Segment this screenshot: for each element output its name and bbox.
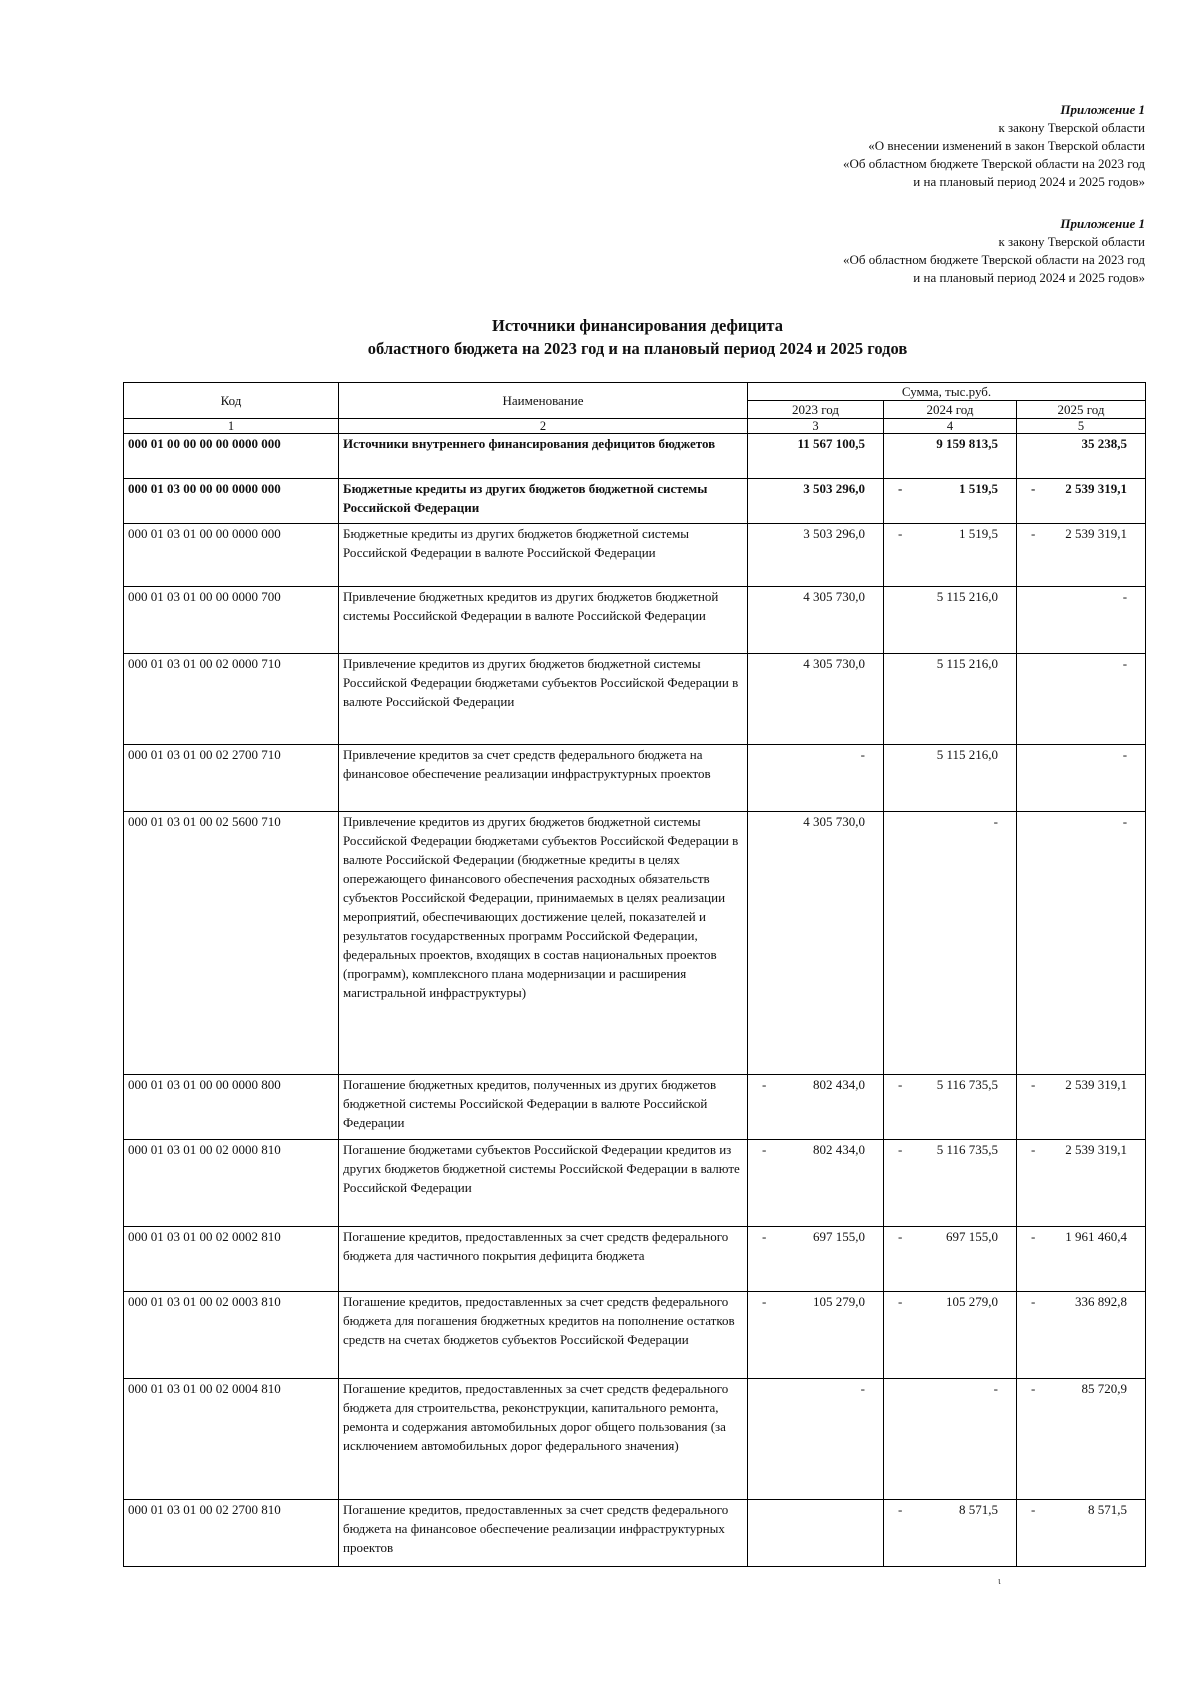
amount-y2025: [1017, 1379, 1146, 1500]
amount-value: -: [993, 1381, 998, 1396]
amount-y2024: [884, 1075, 1017, 1140]
amount-value: 35 238,5: [1081, 436, 1128, 451]
column-number: 2: [339, 419, 748, 434]
header-name: Наименование: [339, 383, 748, 419]
amount-y2025: [1017, 812, 1146, 1075]
row-name: Погашение бюджетных кредитов, полученных из других бюджетов бюджетной системы Российской Федерации в валюте Российской Федерации: [339, 1075, 748, 1140]
amount-sign: [888, 434, 910, 453]
row-code: 000 01 03 01 00 02 0000 710: [124, 654, 339, 745]
amount-value: 3 503 296,0: [803, 526, 865, 541]
appendix-original-header: [843, 215, 1145, 287]
header-year-2025: 2025 год: [1017, 401, 1146, 419]
amount-sign: -: [762, 1294, 767, 1309]
column-numbers-row: [124, 419, 1146, 434]
amount-value: 802 434,0: [813, 1142, 865, 1157]
amount-y2024: [884, 1140, 1017, 1227]
amount-value: 5 115 216,0: [936, 656, 998, 671]
amount-value: 105 279,0: [946, 1294, 998, 1309]
financing-sources-table: [123, 382, 1146, 1567]
amount-sign: -: [898, 1502, 903, 1517]
amount-sign: -: [898, 1142, 903, 1157]
table-row: [124, 587, 1146, 654]
amount-sign: -: [1031, 526, 1036, 541]
table-row: [124, 1292, 1146, 1379]
appendix-line: «Об областном бюджете Тверской области на 2023 год: [843, 156, 1145, 171]
amount-sign: [888, 812, 910, 831]
row-code: 000 01 03 01 00 02 0004 810: [124, 1379, 339, 1500]
amount-value: 2 539 319,1: [1065, 526, 1128, 541]
table-row: [124, 1379, 1146, 1500]
amount-value: 697 155,0: [946, 1229, 998, 1244]
amount-sign: [752, 812, 774, 831]
row-code: 000 01 03 01 00 00 0000 000: [124, 524, 339, 587]
amount-y2023: [748, 1379, 884, 1500]
row-name: Бюджетные кредиты из других бюджетов бюджетной системы Российской Федерации: [339, 479, 748, 524]
amount-sign: -: [898, 1229, 903, 1244]
amount-sign: -: [1031, 1077, 1036, 1092]
amount-value: -: [993, 814, 998, 829]
header-sum: Сумма, тыс.руб.: [748, 383, 1146, 401]
column-number: 1: [124, 419, 339, 434]
row-code: 000 01 03 00 00 00 0000 000: [124, 479, 339, 524]
amount-value: 5 115 216,0: [936, 747, 998, 762]
amount-y2025: [1017, 524, 1146, 587]
table-row: [124, 479, 1146, 524]
amount-value: -: [1122, 656, 1128, 671]
amount-y2023: [748, 1500, 884, 1567]
amount-y2024: [884, 587, 1017, 654]
row-name: Погашение кредитов, предоставленных за счет средств федерального бюджета для погашения бюджетных кредитов на пополнение остатков средств на счетах бюджетов субъектов Российской Федерации: [339, 1292, 748, 1379]
amount-y2024: [884, 1227, 1017, 1292]
amount-sign: [752, 745, 774, 764]
row-name: Погашение кредитов, предоставленных за счет средств федерального бюджета на финансовое обеспечение реализации инфраструктурных проектов: [339, 1500, 748, 1567]
row-name: Привлечение кредитов из других бюджетов бюджетной системы Российской Федерации бюджетами субъектов Российской Федерации в валюте Российской Федерации (бюджетные кредиты в целях опережающего финансового обеспечения расходных обязательств субъектов Российской Федерации, принимаемых в целях реализации мероприятий, обеспечивающих достижение целей, показателей и результатов государственных программ Российской Федерации, федеральных проектов, входящих в состав национальных проектов (программ), комплексного плана модернизации и расширения магистральной инфраструктуры): [339, 812, 748, 1075]
amount-value: 1 519,5: [959, 481, 998, 496]
amount-y2025: [1017, 745, 1146, 812]
amount-sign: [752, 654, 774, 673]
amount-y2024: [884, 654, 1017, 745]
amount-value: 2 539 319,1: [1065, 481, 1128, 496]
title-line-1: Источники финансирования дефицита: [492, 316, 783, 335]
amount-value: 105 279,0: [813, 1294, 865, 1309]
table-row: [124, 434, 1146, 479]
amount-sign: -: [1031, 1381, 1036, 1396]
title-line-2: областного бюджета на 2023 год и на плановый период 2024 и 2025 годов: [367, 339, 908, 358]
amount-y2025: [1017, 654, 1146, 745]
appendix-line: и на плановый период 2024 и 2025 годов»: [913, 270, 1145, 285]
amount-y2023: [748, 1140, 884, 1227]
amount-y2023: [748, 745, 884, 812]
scan-mark: ι: [998, 1576, 1001, 1587]
amount-value: -: [1122, 747, 1128, 762]
row-name: Погашение кредитов, предоставленных за счет средств федерального бюджета для частичного покрытия дефицита бюджета: [339, 1227, 748, 1292]
row-code: 000 01 00 00 00 00 0000 000: [124, 434, 339, 479]
amount-value: 4 305 730,0: [803, 814, 865, 829]
table-row: [124, 1500, 1146, 1567]
table-row: [124, 1227, 1146, 1292]
amount-y2023: [748, 654, 884, 745]
amount-value: 3 503 296,0: [803, 481, 865, 496]
row-code: 000 01 03 01 00 02 0002 810: [124, 1227, 339, 1292]
header-year-2024: 2024 год: [884, 401, 1017, 419]
amount-y2023: [748, 1292, 884, 1379]
amount-y2024: [884, 479, 1017, 524]
amount-sign: [1021, 812, 1043, 831]
amount-value: 4 305 730,0: [803, 589, 865, 604]
row-name: Привлечение бюджетных кредитов из других бюджетов бюджетной системы Российской Федерации в валюте Российской Федерации: [339, 587, 748, 654]
amount-y2025: [1017, 587, 1146, 654]
header-code: Код: [124, 383, 339, 419]
amount-y2025: [1017, 1500, 1146, 1567]
amount-sign: -: [898, 481, 903, 496]
amount-y2023: [748, 1227, 884, 1292]
amount-sign: -: [762, 1077, 767, 1092]
appendix-title: Приложение 1: [1060, 102, 1145, 117]
amount-sign: [752, 479, 774, 498]
column-number: 5: [1017, 419, 1146, 434]
table-row: [124, 812, 1146, 1075]
amount-y2025: [1017, 479, 1146, 524]
amount-value: 802 434,0: [813, 1077, 865, 1092]
amount-y2025: [1017, 434, 1146, 479]
amount-value: 1 519,5: [959, 526, 998, 541]
column-number: 3: [748, 419, 884, 434]
amount-y2024: [884, 1500, 1017, 1567]
amount-sign: -: [898, 1077, 903, 1092]
amount-sign: [752, 524, 774, 543]
row-name: Привлечение кредитов из других бюджетов бюджетной системы Российской Федерации бюджетами субъектов Российской Федерации в валюте Российской Федерации: [339, 654, 748, 745]
amount-y2023: [748, 587, 884, 654]
amount-value: 9 159 813,5: [936, 436, 998, 451]
amount-sign: -: [1031, 1502, 1036, 1517]
amount-value: 5 116 735,5: [936, 1142, 998, 1157]
amount-y2024: [884, 1292, 1017, 1379]
amount-y2023: [748, 479, 884, 524]
amount-value: 11 567 100,5: [797, 436, 865, 451]
amount-y2023: [748, 434, 884, 479]
amount-value: 5 116 735,5: [936, 1077, 998, 1092]
amount-value: 85 720,9: [1081, 1381, 1128, 1396]
amount-value: -: [860, 1381, 865, 1396]
amount-value: 2 539 319,1: [1065, 1142, 1128, 1157]
amount-value: 336 892,8: [1075, 1294, 1128, 1309]
amount-value: -: [1122, 589, 1128, 604]
amount-value: 8 571,5: [959, 1502, 998, 1517]
header-year-2023: 2023 год: [748, 401, 884, 419]
amount-sign: [752, 434, 774, 453]
table-row: [124, 1075, 1146, 1140]
appendix-amendment-header: [843, 101, 1145, 191]
amount-sign: -: [1031, 1142, 1036, 1157]
row-name: Источники внутреннего финансирования дефицитов бюджетов: [339, 434, 748, 479]
appendix-line: к закону Тверской области: [998, 120, 1145, 135]
table-row: [124, 1140, 1146, 1227]
amount-value: 8 571,5: [1088, 1502, 1128, 1517]
amount-value: 1 961 460,4: [1065, 1229, 1128, 1244]
amount-sign: [888, 587, 910, 606]
amount-y2023: [748, 524, 884, 587]
amount-sign: -: [898, 1294, 903, 1309]
row-name: Бюджетные кредиты из других бюджетов бюджетной системы Российской Федерации в валюте Российской Федерации: [339, 524, 748, 587]
amount-sign: -: [762, 1229, 767, 1244]
amount-y2025: [1017, 1140, 1146, 1227]
appendix-line: «Об областном бюджете Тверской области на 2023 год: [843, 252, 1145, 267]
row-code: 000 01 03 01 00 02 2700 810: [124, 1500, 339, 1567]
amount-y2024: [884, 434, 1017, 479]
appendix-line: и на плановый период 2024 и 2025 годов»: [913, 174, 1145, 189]
amount-sign: [1021, 654, 1043, 673]
row-code: 000 01 03 01 00 02 0003 810: [124, 1292, 339, 1379]
appendix-title: Приложение 1: [1060, 216, 1145, 231]
row-name: Погашение бюджетами субъектов Российской Федерации кредитов из других бюджетов бюджетной системы Российской Федерации в валюте Российской Федерации: [339, 1140, 748, 1227]
amount-value: -: [1122, 814, 1128, 829]
row-code: 000 01 03 01 00 00 0000 800: [124, 1075, 339, 1140]
amount-sign: -: [762, 1142, 767, 1157]
amount-sign: [888, 654, 910, 673]
table-row: [124, 745, 1146, 812]
amount-sign: -: [1031, 1229, 1036, 1244]
amount-sign: [888, 1379, 910, 1398]
row-code: 000 01 03 01 00 00 0000 700: [124, 587, 339, 654]
row-code: 000 01 03 01 00 02 0000 810: [124, 1140, 339, 1227]
header-row: [124, 383, 1146, 401]
row-name: Погашение кредитов, предоставленных за счет средств федерального бюджета для строительства, реконструкции, капитального ремонта, ремонта и содержания автомобильных дорог общего пользования (за исключением автомобильных дорог федерального значения): [339, 1379, 748, 1500]
amount-sign: -: [898, 526, 903, 541]
amount-value: 5 115 216,0: [936, 589, 998, 604]
table-row: [124, 524, 1146, 587]
amount-value: 697 155,0: [813, 1229, 865, 1244]
amount-y2025: [1017, 1075, 1146, 1140]
amount-sign: [1021, 434, 1043, 453]
amount-value: 4 305 730,0: [803, 656, 865, 671]
document-title: [0, 314, 1200, 360]
amount-value: 2 539 319,1: [1065, 1077, 1128, 1092]
row-code: 000 01 03 01 00 02 5600 710: [124, 812, 339, 1075]
amount-sign: [888, 745, 910, 764]
amount-sign: -: [1031, 1294, 1036, 1309]
row-code: 000 01 03 01 00 02 2700 710: [124, 745, 339, 812]
amount-y2024: [884, 812, 1017, 1075]
amount-y2024: [884, 745, 1017, 812]
column-number: 4: [884, 419, 1017, 434]
appendix-line: к закону Тверской области: [998, 234, 1145, 249]
amount-value: -: [860, 747, 865, 762]
amount-y2023: [748, 812, 884, 1075]
amount-y2025: [1017, 1227, 1146, 1292]
appendix-line: «О внесении изменений в закон Тверской области: [868, 138, 1145, 153]
amount-y2025: [1017, 1292, 1146, 1379]
amount-sign: -: [1031, 481, 1036, 496]
amount-sign: [752, 1379, 774, 1398]
amount-y2024: [884, 1379, 1017, 1500]
amount-y2023: [748, 1075, 884, 1140]
row-name: Привлечение кредитов за счет средств федерального бюджета на финансовое обеспечение реализации инфраструктурных проектов: [339, 745, 748, 812]
amount-sign: [1021, 587, 1043, 606]
amount-sign: [1021, 745, 1043, 764]
amount-sign: [752, 587, 774, 606]
amount-y2024: [884, 524, 1017, 587]
table-row: [124, 654, 1146, 745]
